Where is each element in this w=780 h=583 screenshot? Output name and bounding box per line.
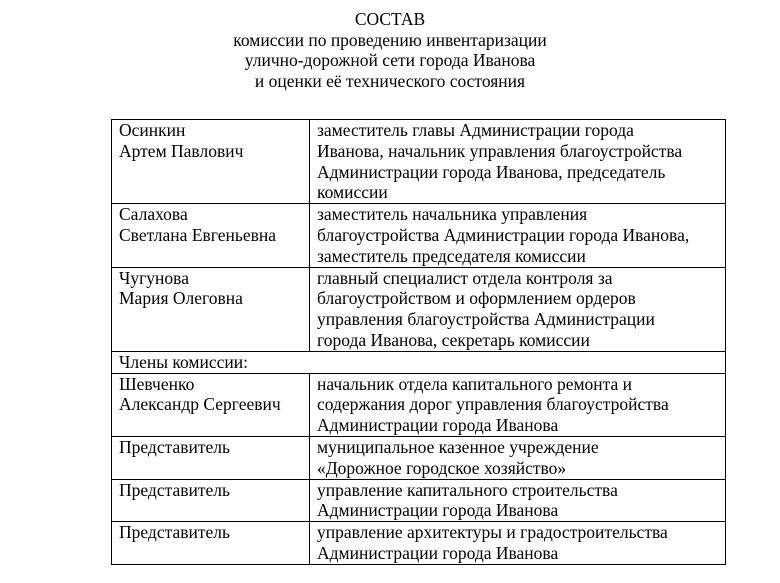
- member-role-cell: [310, 479, 726, 522]
- member-role-cell: [310, 436, 726, 479]
- table-row: [112, 373, 726, 436]
- role-text-line: Администрации города Иванова: [317, 415, 559, 436]
- table-row: [112, 204, 726, 267]
- representative-label: Представитель: [119, 479, 230, 500]
- member-given-name: Артем Павлович: [119, 140, 244, 161]
- member-given-name: Мария Олеговна: [119, 288, 243, 309]
- table-row: [112, 436, 726, 479]
- member-name-cell: [112, 522, 310, 565]
- title-heading: СОСТАВ: [354, 9, 426, 29]
- role-text-line: Иванова, начальник управления благоустройства: [317, 140, 683, 161]
- member-surname: Осинкин: [119, 120, 186, 140]
- role-text-line: управления благоустройства Администрации: [317, 309, 655, 330]
- role-text-line: заместитель председателя комиссии: [317, 245, 586, 266]
- role-text-line: Администрации города Иванова: [317, 542, 559, 563]
- member-surname: Салахова: [119, 204, 188, 225]
- member-surname: Чугунова: [119, 267, 189, 288]
- table-row: [112, 120, 726, 204]
- title-line: комиссии по проведению инвентаризации: [233, 29, 547, 50]
- section-row: [112, 351, 726, 373]
- role-text-line: благоустройством и оформлением ордеров: [317, 288, 636, 309]
- table-row: [112, 522, 726, 565]
- representative-label: Представитель: [119, 436, 230, 457]
- role-text-line: комиссии: [317, 182, 388, 203]
- table-row: [112, 479, 726, 522]
- role-text-line: заместитель главы Администрации города: [317, 120, 634, 140]
- member-given-name: Светлана Евгеньевна: [119, 224, 276, 245]
- role-text-line: Администрации города Иванова: [317, 500, 559, 521]
- table-row: [112, 267, 726, 351]
- role-text-line: заместитель начальника управления: [317, 204, 588, 225]
- member-name-cell: [112, 436, 310, 479]
- member-role-cell: [310, 120, 726, 204]
- role-text-line: благоустройства Администрации города Иванова,: [317, 224, 690, 245]
- member-role-cell: [310, 373, 726, 436]
- role-text-line: «Дорожное городское хозяйство»: [317, 457, 567, 478]
- member-role-cell: [310, 267, 726, 351]
- document-title: [0, 9, 780, 91]
- role-text-line: содержания дорог управления благоустройства: [317, 394, 669, 415]
- role-text-line: управление капитального строительства: [317, 479, 618, 500]
- member-given-name: Александр Сергеевич: [119, 394, 281, 415]
- member-role-cell: [310, 522, 726, 565]
- member-role-cell: [310, 204, 726, 267]
- role-text-line: муниципальное казенное учреждение: [317, 436, 599, 457]
- section-label: Члены комиссии:: [112, 351, 726, 373]
- role-text-line: начальник отдела капитального ремонта и: [317, 373, 633, 394]
- member-surname: Шевченко: [119, 373, 195, 394]
- role-text-line: главный специалист отдела контроля за: [317, 267, 613, 288]
- title-line: улично-дорожной сети города Иванова: [244, 50, 536, 70]
- member-name-cell: [112, 120, 310, 204]
- member-name-cell: [112, 204, 310, 267]
- representative-label: Представитель: [119, 522, 230, 543]
- role-text-line: управление архитектуры и градостроительства: [317, 522, 668, 543]
- commission-table: [111, 119, 726, 565]
- member-name-cell: [112, 267, 310, 351]
- role-text-line: Администрации города Иванова, председатель: [317, 161, 666, 182]
- member-name-cell: [112, 479, 310, 522]
- role-text-line: города Иванова, секретарь комиссии: [317, 329, 590, 350]
- title-line: и оценки её технического состояния: [254, 70, 526, 91]
- member-name-cell: [112, 373, 310, 436]
